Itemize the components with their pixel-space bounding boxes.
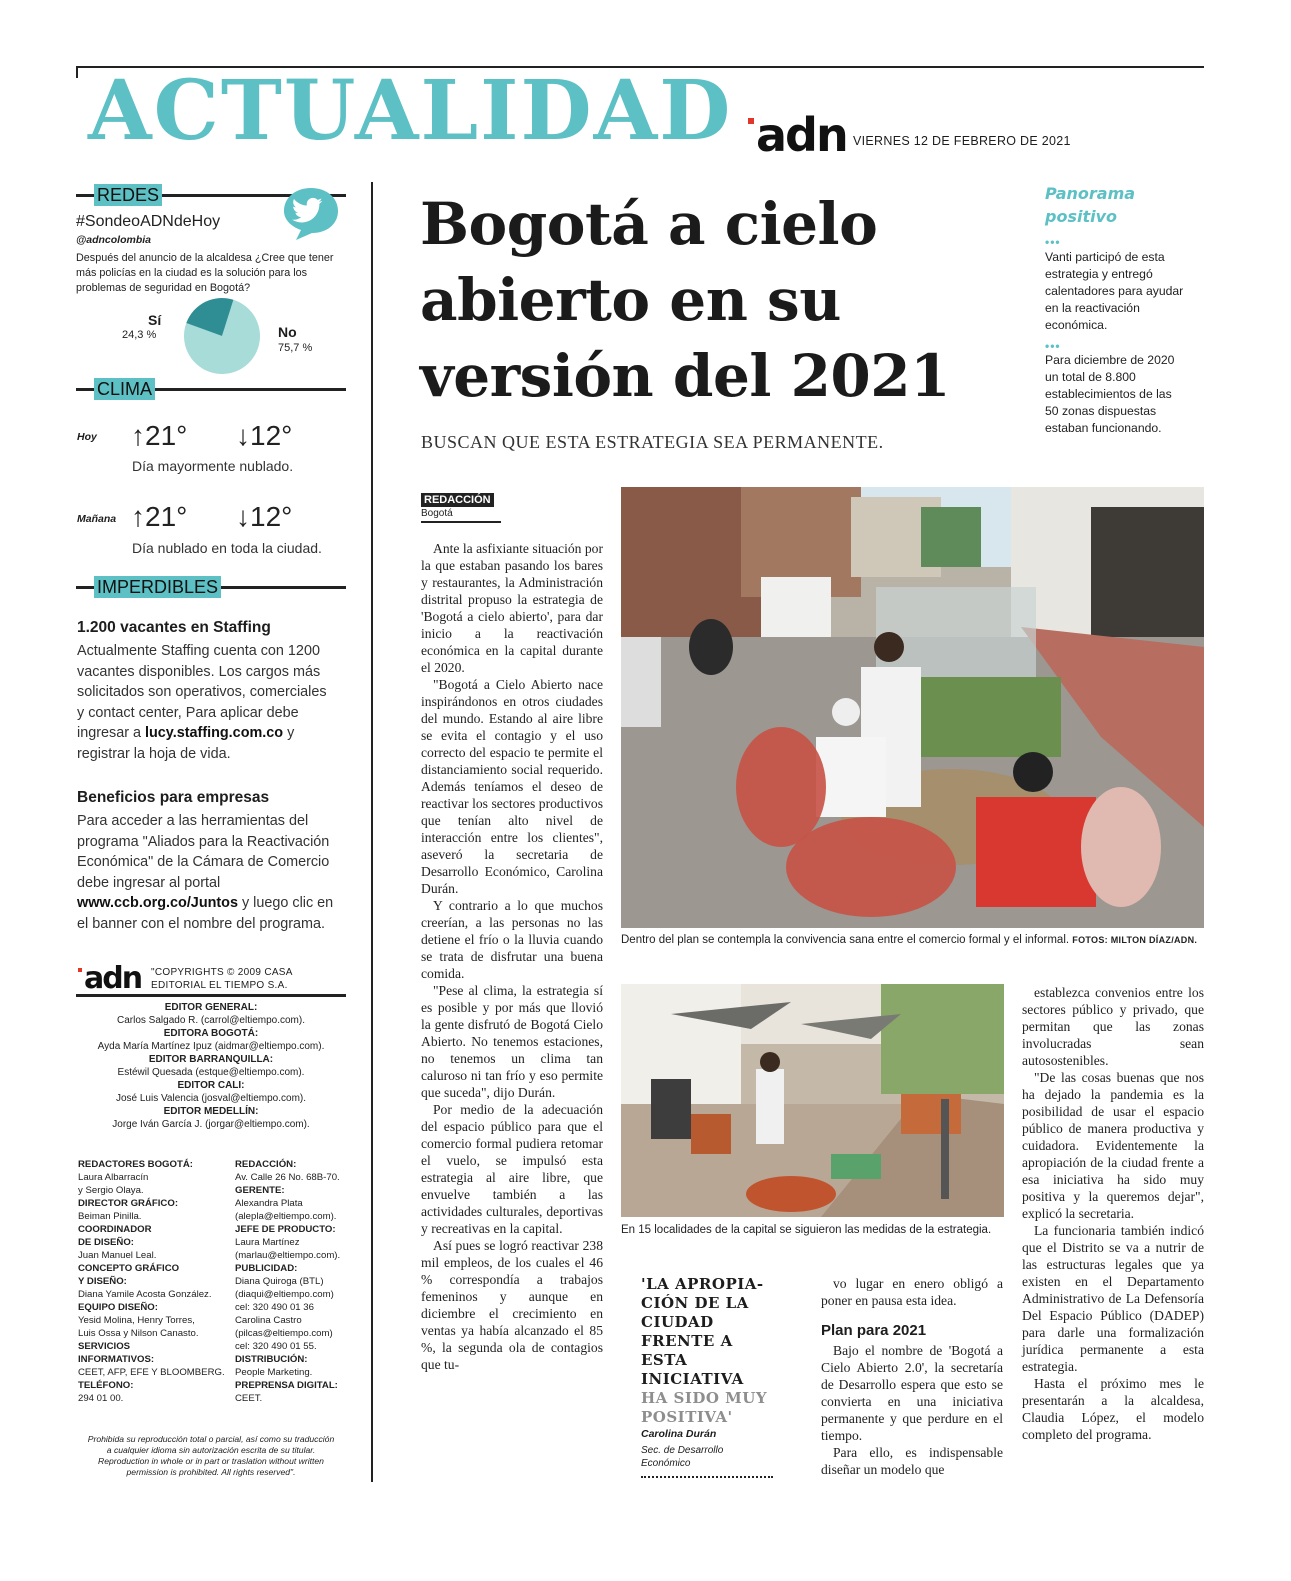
masthead-rule-tick [76, 66, 78, 78]
staff-name: cel: 320 490 01 36 [235, 1302, 314, 1313]
staff-name: y Sergio Olaya. [78, 1185, 144, 1196]
editor-name: Jorge Iván García J. (jorgar@eltiempo.com). [112, 1119, 310, 1130]
editor-role: EDITOR CALI: [177, 1080, 245, 1091]
quote-line: INICIATIVA [641, 1370, 744, 1388]
staff-role: PREPRENSA DIGITAL: [235, 1380, 338, 1391]
column-divider [371, 182, 373, 1482]
credits-rule [76, 994, 346, 997]
paragraph: "Bogotá a Cielo Abierto nace inspirándonos en otros ciudades del mundo. Estando al aire libre se evita el contagio y el uso correcto del espacio te permite el distanciamiento social requerido. Además teníamos el deseo de reactivar los sectores productivos que tenían alto nivel de interacción entre los clientes", aseveró la secretaria de Desarrollo Económico, Carolina Durán. [421, 677, 603, 896]
staff-role: COORDINADOR [78, 1224, 152, 1235]
poll-no-label: No [278, 324, 297, 340]
staff-name: Laura Martínez [235, 1237, 300, 1248]
paragraph: "Pese al clima, la estrategia sí es posible y por más que llovió la gente disfrutó de Bogotá Cielo Abierto. No tenemos estaciones, no tenemos un clima tan caluroso ni tan frío y eso permite que suceda", dijo Durán. [421, 983, 603, 1100]
staff-role: SERVICIOS [78, 1341, 131, 1352]
clima-manana-desc: Día nublado en toda la ciudad. [132, 540, 322, 556]
adn-logo-text: adn [756, 108, 847, 162]
staff-name: cel: 320 490 01 55. [235, 1341, 317, 1352]
paragraph: Hasta el próximo mes le presentarán a la alcaldesa, Claudia López, el modelo completo del programa. [1022, 1376, 1204, 1442]
staff-name: Diana Quiroga (BTL) [235, 1276, 324, 1287]
quote-line: FRENTE A [641, 1332, 733, 1350]
panorama-dots-2: ••• [1045, 339, 1061, 353]
staff-name: (marlau@eltiempo.com). [235, 1250, 341, 1261]
clima-manana-label: Mañana [77, 513, 117, 525]
staff-left-column [78, 1158, 228, 1405]
staff-role: INFORMATIVOS: [78, 1354, 155, 1365]
quote-dotted-rule [641, 1476, 773, 1478]
redes-handle: @adncolombia [76, 234, 151, 246]
article-column-1 [421, 540, 603, 1373]
paragraph: Y contrario a lo que muchos creerían, a las personas no las detiene el frío o la lluvia cuando se trata de disfrutar una buena comida. [421, 898, 603, 981]
staff-role: DIRECTOR GRÁFICO: [78, 1198, 179, 1209]
editor-name: Ayda María Martínez Ipuz (aidmar@eltiempo.com). [97, 1041, 325, 1052]
editor-role: EDITOR BARRANQUILLA: [148, 1054, 274, 1065]
imperdible-2-text: Para acceder a las herramientas del programa "Aliados para la Reactivación Económica" de la Cámara de Comercio debe ingresar al portal www.ccb.org.co/Juntos y luego clic en el banner con el nombre del programa. [77, 813, 334, 932]
editors-block [76, 1001, 346, 1131]
staff-name: People Marketing. [235, 1367, 313, 1378]
staff-name: Av. Calle 26 No. 68B-70. [235, 1172, 340, 1183]
clima-hoy-high: ↑21° [131, 420, 188, 451]
editor-role: EDITOR GENERAL: [164, 1002, 258, 1013]
clima-hoy-low: ↓12° [236, 420, 293, 451]
staff-name: (alepla@eltiempo.com). [235, 1211, 337, 1222]
poll-yes-pct: 24,3 % [122, 329, 157, 341]
pull-quote [641, 1275, 791, 1427]
redes-question: Después del anuncio de la alcaldesa ¿Cree que tener más policías en la ciudad es la solución para los problemas de seguridad en Bogotá? [76, 252, 334, 294]
clima-hoy-label: Hoy [77, 431, 97, 443]
editor-role: EDITORA BOGOTÁ: [163, 1028, 259, 1039]
clima-label: CLIMA [94, 378, 155, 400]
staff-role: REDACCIÓN: [235, 1159, 297, 1170]
article-column-3 [1022, 984, 1204, 1443]
legal-notice: Prohibida su reproducción total o parcial, así como su traducción a cualquier idioma sin autorización escrita de su titular. Reproduction in whole or in part or traslation without written permission is prohibited. All rights reserved". [87, 1434, 335, 1477]
imperdibles-label: IMPERDIBLES [94, 576, 221, 598]
quote-line: CIUDAD [641, 1313, 714, 1331]
staff-role: TELÉFONO: [78, 1380, 134, 1391]
ccb-link: www.ccb.org.co/Juntos [77, 895, 238, 911]
quote-author: Carolina Durán [641, 1428, 717, 1440]
article-column-2 [821, 1275, 1003, 1309]
staff-name: Diana Yamile Acosta González. [78, 1289, 212, 1300]
clima-manana-low: ↓12° [236, 501, 293, 532]
staff-name: (diaqui@eltiempo.com) [235, 1289, 334, 1300]
quote-line: POSITIVA' [641, 1408, 733, 1426]
article-column-2b [821, 1342, 1003, 1478]
paragraph: "De las cosas buenas que nos ha dejado la pandemia es la posibilidad de usar el espacio público de manera productiva y cuidadora. Evidentemente la apropiación de la ciudad frente a esa iniciativa ha sido muy positiva y la queremos dejar", explicó la secretaria. [1022, 1070, 1204, 1221]
paragraph: Así pues se logró reactivar 238 mil empleos, de los cuales el 46 % correspondía a trabajos femeninos y aunque en diciembre el crecimiento en ventas ya había alcanzado el 85 %, la segunda ola de contagios que tu- [421, 1238, 603, 1372]
dateline: VIERNES 12 DE FEBRERO DE 2021 [853, 134, 1071, 148]
staff-role: Y DISEÑO: [78, 1276, 127, 1287]
copyright: "COPYRIGHTS © 2009 CASA EDITORIAL EL TIEMPO S.A. [151, 967, 293, 991]
clima-header [76, 378, 346, 400]
staff-name: Yesid Molina, Henry Torres, [78, 1315, 195, 1326]
twitter-icon [282, 186, 338, 234]
staff-name: Carolina Castro [235, 1315, 302, 1326]
staff-name: Laura Albarracín [78, 1172, 149, 1183]
panorama-item-1: Vanti participó de esta estrategia y entregó calentadores para ayudar en la reactivación económica. [1045, 250, 1184, 332]
staff-role: REDACTORES BOGOTÁ: [78, 1159, 193, 1170]
editor-role: EDITOR MEDELLÍN: [163, 1106, 259, 1117]
panorama-item-2: Para diciembre de 2020 un total de 8.800 establecimientos de las 50 zonas dispuestas estaban funcionando. [1045, 353, 1175, 435]
staff-name: Juan Manuel Leal. [78, 1250, 157, 1261]
paragraph: Para ello, es indispensable diseñar un modelo que [821, 1445, 1003, 1477]
staff-name: CEET, AFP, EFE Y BLOOMBERG. [78, 1367, 225, 1378]
redes-hashtag: #SondeoADNdeHoy [76, 213, 221, 230]
adn-logo-mark [748, 118, 754, 124]
panorama-dots-1: ••• [1045, 235, 1061, 249]
subhead-plan-2021: Plan para 2021 [821, 1322, 927, 1339]
article-headline: Bogotá a cielo abierto en su versión del 2021 [420, 190, 951, 410]
imperdible-2-title: Beneficios para empresas [77, 789, 270, 806]
paragraph: establezca convenios entre los sectores público y privado, que permitan que las zonas involucradas sean autosostenibles. [1022, 985, 1204, 1068]
staff-name: (pilcas@eltiempo.com) [235, 1328, 333, 1339]
staff-role: GERENTE: [235, 1185, 285, 1196]
photo-1-caption: Dentro del plan se contempla la convivencia sana entre el comercio formal y el informal. FOTOS: MILTON DÍAZ/ADN. [621, 934, 1198, 946]
quote-line: 'LA APROPIA- [641, 1275, 764, 1293]
staffing-link: lucy.staffing.com.co [145, 725, 284, 741]
staff-name: Luis Ossa y Nilson Canasto. [78, 1328, 199, 1339]
paragraph: La funcionaria también indicó que el Distrito se va a nutrir de las estructuras legales que ya existen en el Departamento Administrativo de La Defensoría Del Espacio Público (DADEP) para darle una formalización jurídica permanente a esta estrategia. [1022, 1223, 1204, 1374]
adn-logo [748, 108, 847, 162]
quote-line: ESTA [641, 1351, 688, 1369]
photo-outdoor-dining [621, 487, 1204, 928]
quote-role: Sec. de Desarrollo Económico [641, 1445, 724, 1469]
credits-adn-logo: adn [78, 964, 141, 994]
clima-hoy-desc: Día mayormente nublado. [132, 458, 294, 474]
staff-role: EQUIPO DISEÑO: [78, 1302, 158, 1313]
byline-tag: REDACCIÓN [421, 493, 494, 507]
staff-role: CONCEPTO GRÁFICO [78, 1263, 180, 1274]
imperdibles-header [76, 576, 346, 598]
paragraph: Bajo el nombre de 'Bogotá a Cielo Abierto 2.0', la secretaría de Desarrollo espera que esto se convierta en una iniciativa permanente y que perdure en el tiempo. [821, 1343, 1003, 1443]
editor-name: José Luis Valencia (josval@eltiempo.com). [115, 1093, 307, 1104]
staff-role: DE DISEÑO: [78, 1237, 134, 1248]
staff-role: JEFE DE PRODUCTO: [235, 1224, 336, 1235]
article-deck: BUSCAN QUE ESTA ESTRATEGIA SEA PERMANENTE. [421, 432, 884, 452]
staff-role: DISTRIBUCIÓN: [235, 1354, 308, 1365]
staff-name: Beiman Pinilla. [78, 1211, 142, 1222]
editor-name: Estéwil Quesada (estque@eltiempo.com). [117, 1067, 305, 1078]
poll-pie-chart [180, 296, 264, 376]
panorama-title: Panorama positivo [1045, 184, 1136, 226]
paragraph: Ante la asfixiante situación por la que estaban pasando los bares y restaurantes, la Administración distrital propuso la estrategia de 'Bogotá a cielo abierto', para dar inicio a la reactivación económica en la capital durante el 2020. [421, 541, 603, 675]
poll-no-pct: 75,7 % [278, 342, 313, 354]
staff-name: CEET. [235, 1393, 263, 1404]
imperdible-1-text: Actualmente Staffing cuenta con 1200 vacantes disponibles. Los cargos más solicitados son operativos, comerciales y contact center, Para aplicar debe ingresar a lucy.staffing.com.co y registrar la hoja de vida. [77, 643, 327, 762]
byline [421, 490, 494, 508]
quote-line: HA SIDO MUY [641, 1389, 768, 1407]
imperdible-1-title: 1.200 vacantes en Staffing [77, 619, 271, 636]
byline-location: Bogotá [421, 508, 501, 523]
paragraph: Por medio de la adecuación del espacio público para que el comercio formal pudiera retomar el vuelo, se impulsó esta estrategia al aire libre, que envuelve también a las actividades culturales, deportivas y recreativas en la capital. [421, 1102, 603, 1236]
staff-name: 294 01 00. [78, 1393, 124, 1404]
staff-name: Alexandra Plata [235, 1198, 303, 1209]
quote-line: CIÓN DE LA [641, 1294, 749, 1312]
clima-manana-high: ↑21° [131, 501, 188, 532]
redes-label: REDES [94, 184, 162, 206]
poll-yes-label: Sí [148, 312, 162, 328]
editor-name: Carlos Salgado R. (carrol@eltiempo.com). [117, 1015, 305, 1026]
photo-street-tables [621, 984, 1004, 1217]
section-title: ACTUALIDAD [88, 63, 733, 159]
staff-role: PUBLICIDAD: [235, 1263, 298, 1274]
staff-right-column [235, 1158, 355, 1405]
paragraph: vo lugar en enero obligó a poner en pausa esta idea. [821, 1276, 1003, 1308]
photo-2-caption: En 15 localidades de la capital se siguieron las medidas de la estrategia. [621, 1224, 992, 1236]
